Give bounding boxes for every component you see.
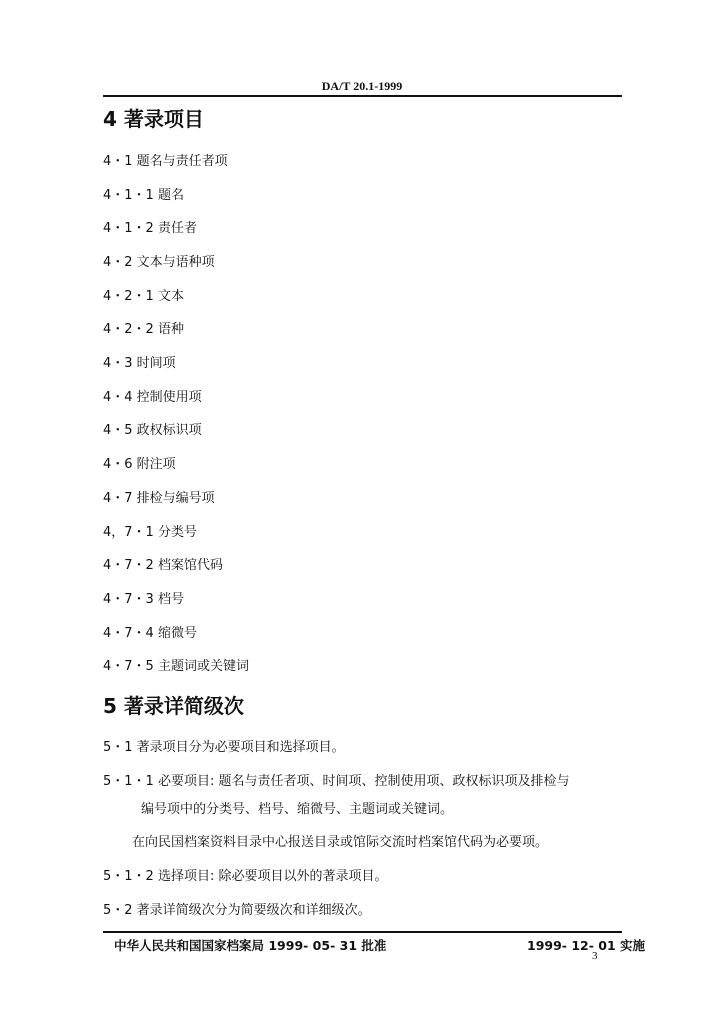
item-4-1-2: 4・1・2 责任者	[103, 221, 197, 236]
item-4-1: 4・1 题名与责任者项	[103, 154, 228, 169]
para-5-1-2: 5・1・2 选择项目: 除必要项目以外的著录项目。	[103, 869, 388, 884]
section-4-heading: 4 著录项目	[103, 107, 204, 131]
para-5-1-1-line1: 5・1・1 必要项目: 题名与责任者项、时间项、控制使用项、政权标识项及排检与	[103, 774, 570, 789]
item-4-2: 4・2 文本与语种项	[103, 255, 215, 270]
para-5-1-1-line2: 编号项中的分类号、档号、缩微号、主题词或关键词。	[141, 802, 454, 817]
item-4-7-5: 4・7・5 主题词或关键词	[103, 659, 249, 674]
item-4-7-1: 4，7・1 分类号	[103, 525, 197, 540]
para-5-1: 5・1 著录项目分为必要项目和选择项目。	[103, 740, 345, 755]
item-4-1-1: 4・1・1 题名	[103, 188, 184, 203]
implementation-date: 1999- 12- 01 实施	[527, 938, 646, 953]
item-4-6: 4・6 附注项	[103, 457, 176, 472]
item-4-7-3: 4・7・3 档号	[103, 592, 184, 607]
approval-line: 中华人民共和国国家档案局 1999- 05- 31 批准	[114, 938, 387, 953]
item-4-2-2: 4・2・2 语种	[103, 322, 184, 337]
footer-rule	[103, 931, 622, 933]
item-4-2-1: 4・2・1 文本	[103, 289, 184, 304]
section-5-heading: 5 著录详简级次	[103, 694, 244, 718]
item-4-5: 4・5 政权标识项	[103, 423, 202, 438]
page-number: 3	[592, 950, 598, 962]
item-4-4: 4・4 控制使用项	[103, 390, 202, 405]
item-4-7: 4・7 排检与编号项	[103, 491, 215, 506]
para-5-2: 5・2 著录详简级次分为简要级次和详细级次。	[103, 903, 371, 918]
item-4-7-2: 4・7・2 档案馆代码	[103, 558, 223, 573]
item-4-7-4: 4・7・4 缩微号	[103, 626, 197, 641]
para-archive-code-note: 在向民国档案资料目录中心报送目录或馆际交流时档案馆代码为必要项。	[132, 835, 549, 850]
document-code: DA/T 20.1-1999	[321, 79, 403, 93]
header-rule	[103, 95, 622, 97]
item-4-3: 4・3 时间项	[103, 356, 176, 371]
